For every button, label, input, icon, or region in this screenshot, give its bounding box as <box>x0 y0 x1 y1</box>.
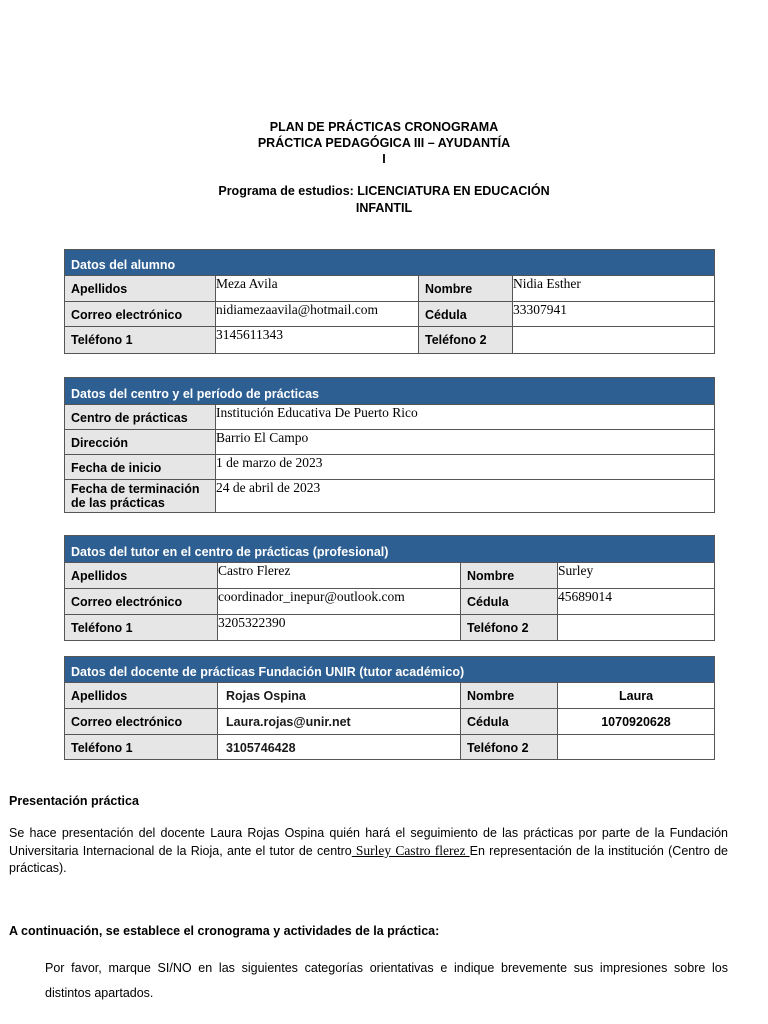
program-heading <box>0 183 768 217</box>
tutor-phone1-label: Teléfono 1 <box>65 615 218 641</box>
student-surname-field[interactable]: Meza Avila <box>216 276 419 302</box>
tutor-phone2-field[interactable] <box>558 615 715 641</box>
teacher-name-field[interactable]: Laura <box>558 683 715 709</box>
tutor-id-field[interactable]: 45689014 <box>558 589 715 615</box>
teacher-phone1-label: Teléfono 1 <box>65 735 218 760</box>
end-date-field[interactable]: 24 de abril de 2023 <box>216 480 715 513</box>
start-date-field[interactable]: 1 de marzo de 2023 <box>216 455 715 480</box>
teacher-surname-field[interactable]: Rojas Ospina <box>218 683 461 709</box>
student-phone1-field[interactable]: 3145611343 <box>216 327 419 354</box>
tutor-name-field[interactable]: Surley <box>558 563 715 589</box>
presentation-text-before: Se hace presentación del docente Laura Rojas Ospina quién hará el seguimiento de las prácticas por parte de la Fundación Universitaria Internacional de la Rioja, ante el tutor de centro <box>9 826 728 858</box>
title-line-1: PLAN DE PRÁCTICAS CRONOGRAMA <box>269 120 499 134</box>
tutor-surname-label: Apellidos <box>65 563 218 589</box>
tutor-surname-field[interactable]: Castro Flerez <box>218 563 461 589</box>
presentation-paragraph <box>9 825 728 877</box>
student-phone2-field[interactable] <box>513 327 715 354</box>
teacher-phone2-label: Teléfono 2 <box>461 735 558 760</box>
center-address-field[interactable]: Barrio El Campo <box>216 430 715 455</box>
student-name-field[interactable]: Nidia Esther <box>513 276 715 302</box>
student-id-label: Cédula <box>419 302 513 327</box>
student-surname-label: Apellidos <box>65 276 216 302</box>
center-name-field[interactable]: Institución Educativa De Puerto Rico <box>216 405 715 430</box>
tutor-id-label: Cédula <box>461 589 558 615</box>
start-date-label: Fecha de inicio <box>65 455 216 480</box>
teacher-surname-label: Apellidos <box>65 683 218 709</box>
student-email-label: Correo electrónico <box>65 302 216 327</box>
teacher-phone2-field[interactable] <box>558 735 715 760</box>
tutor-phone2-label: Teléfono 2 <box>461 615 558 641</box>
teacher-section-heading: Datos del docente de prácticas Fundación UNIR (tutor académico) <box>65 657 715 683</box>
student-data-table <box>64 249 715 354</box>
schedule-title: A continuación, se establece el cronograma y actividades de la práctica: <box>9 924 440 938</box>
student-section-heading: Datos del alumno <box>65 250 715 276</box>
tutor-email-label: Correo electrónico <box>65 589 218 615</box>
schedule-instructions: Por favor, marque SI/NO en las siguientes categorías orientativas e indique brevemente sus impresiones sobre los distintos apartados. <box>45 961 728 1000</box>
tutor-name-label: Nombre <box>461 563 558 589</box>
center-section-heading: Datos del centro y el período de prácticas <box>65 378 715 405</box>
presentation-title: Presentación práctica <box>9 794 139 808</box>
tutor-data-table <box>64 535 715 641</box>
tutor-email-field[interactable]: coordinador_inepur@outlook.com <box>218 589 461 615</box>
teacher-email-label: Correo electrónico <box>65 709 218 735</box>
teacher-name-label: Nombre <box>461 683 558 709</box>
program-line-2: INFANTIL <box>355 201 413 215</box>
tutor-name-inline: Surley Castro flerez <box>351 843 470 858</box>
teacher-id-label: Cédula <box>461 709 558 735</box>
center-name-label: Centro de prácticas <box>65 405 216 430</box>
center-address-label: Dirección <box>65 430 216 455</box>
teacher-data-table <box>64 656 715 760</box>
student-name-label: Nombre <box>419 276 513 302</box>
tutor-section-heading: Datos del tutor en el centro de prácticas (profesional) <box>65 536 715 563</box>
teacher-email-field[interactable]: Laura.rojas@unir.net <box>218 709 461 735</box>
student-phone2-label: Teléfono 2 <box>419 327 513 354</box>
document-title <box>0 119 768 167</box>
student-email-field[interactable]: nidiamezaavila@hotmail.com <box>216 302 419 327</box>
title-line-2: PRÁCTICA PEDAGÓGICA III – AYUDANTÍA <box>257 136 511 150</box>
tutor-phone1-field[interactable]: 3205322390 <box>218 615 461 641</box>
program-line-1: Programa de estudios: LICENCIATURA EN EDUCACIÓN <box>218 184 550 198</box>
title-line-3: I <box>382 152 386 166</box>
teacher-id-field[interactable]: 1070920628 <box>558 709 715 735</box>
student-phone1-label: Teléfono 1 <box>65 327 216 354</box>
center-data-table <box>64 377 715 513</box>
end-date-label: Fecha de terminación de las prácticas <box>65 480 216 513</box>
student-id-field[interactable]: 33307941 <box>513 302 715 327</box>
presentation-text-after: En representación de la institución (Centro de prácticas). <box>9 844 728 875</box>
teacher-phone1-field[interactable]: 3105746428 <box>218 735 461 760</box>
